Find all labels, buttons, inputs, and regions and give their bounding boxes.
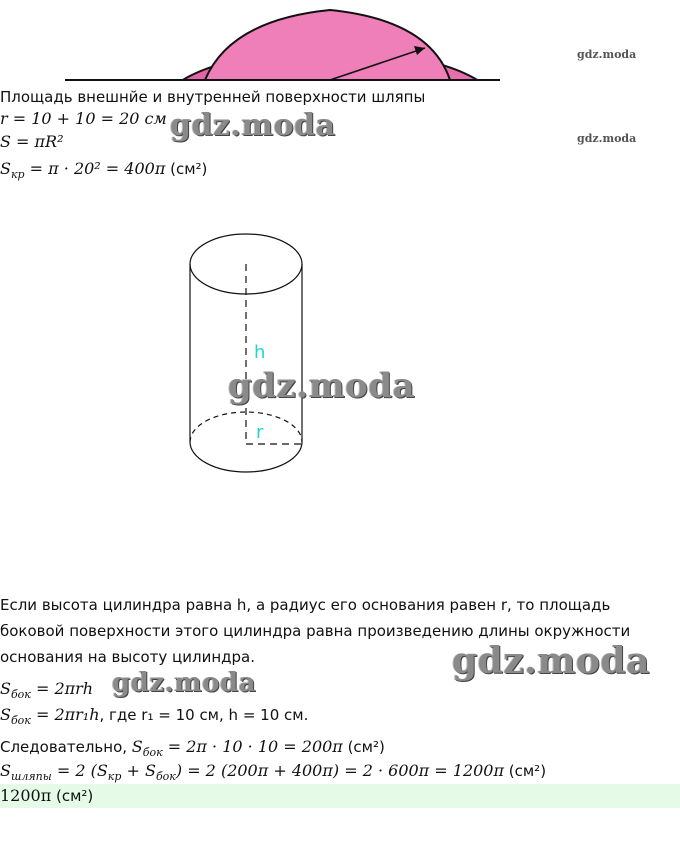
formula-s-kr: $S_{кр} = \pi \cdot 20^2 = 400\pi$ (см²): [0, 159, 208, 181]
cylinder-diagram: [185, 232, 315, 482]
paragraph-lateral-area: Если высота цилиндра равна h, а радиус его основания равен r, то площадь боковой поверхности этого цилиндра равна произведению длины окружности основания на высоту цилиндра.: [0, 596, 631, 666]
answer-highlight: [0, 784, 680, 808]
hat-illustration: [0, 0, 680, 84]
cylinder-bottom-front: [190, 442, 302, 472]
label-h: h: [254, 342, 266, 363]
answer: 1200π (см²): [0, 786, 94, 805]
heading: Площадь внешнйе и внутренней поверхности шляпы: [0, 88, 426, 106]
watermark-large: gdz.moda: [452, 640, 650, 682]
formula-s-bok-general: $S_{бок} = 2\pi rh$: [0, 679, 94, 701]
formula-s-bok-values: $S_{бок} = 2\pi r_1h$, где r₁ = 10 см, h = 10 см.: [0, 705, 309, 727]
hat-crown: [205, 10, 450, 80]
watermark-large: gdz.moda: [228, 366, 416, 406]
watermark-small: gdz.moda: [577, 132, 637, 145]
formula-hat-area: $S_{шляпы} = 2$ $(S_{кр} + S_{бок}) = 2$ (200π + 400π) = 2 · 600π = 1200π (см²): [0, 761, 547, 783]
watermark-large: gdz.moda: [112, 668, 257, 698]
watermark-small: gdz.moda: [577, 48, 637, 61]
watermark-large: gdz.moda: [170, 108, 336, 143]
formula-s: S = πR²: [0, 132, 64, 151]
formula-r: r = 10 + 10 = 20 см: [0, 109, 167, 128]
formula-consequence: Следовательно, $S_{бок} = 2\pi \cdot 10 \cdot 10 = 200\pi$ (см²): [0, 737, 385, 759]
label-r: r: [256, 422, 264, 443]
